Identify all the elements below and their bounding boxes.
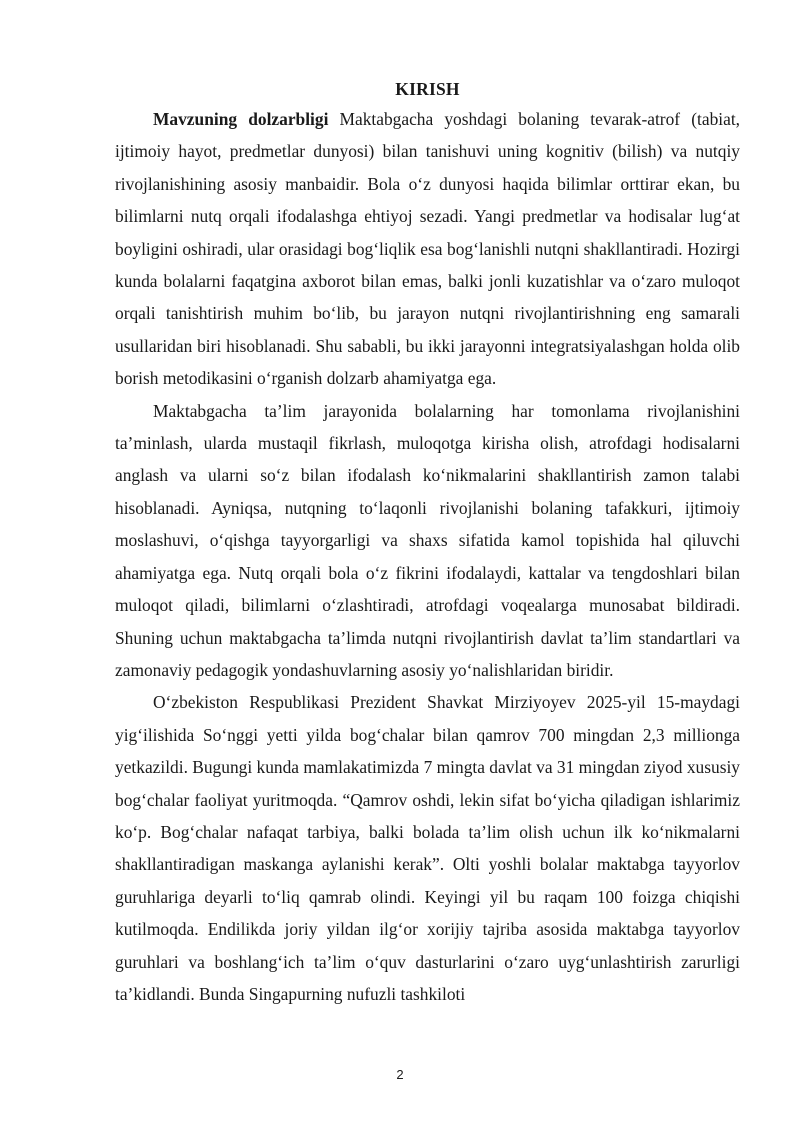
page-number: 2 (396, 1067, 404, 1082)
paragraph-lead: Mavzuning dolzarbligi (153, 109, 329, 129)
paragraph-text: Maktabgacha taʼlim jarayonida bolalarning har tomonlama rivojlanishini taʼminlash, ularda mustaqil fikrlash, muloqotga kirisha olish, atrofdagi hodisalarni anglash va ularni soʻz bilan ifodalash koʻnikmalarini shakllantirish zamon talabi hisoblanadi. Ayniqsa, nutqning toʻlaqonli rivojlanishi bolaning tafakkuri, ijtimoiy moslashuvi, oʻqishga tayyorgarligi va shaxs sifatida kamol topishida hal qiluvchi ahamiyatga ega. Nutq orqali bola oʻz fikrini ifodalaydi, kattalar va tengdoshlari bilan muloqot qiladi, bilimlarni oʻzlashtiradi, atrofdagi voqealarga munosabat bildiradi. Shuning uchun maktabgacha taʼlimda nutqni rivojlantirish davlat taʼlim standartlari va zamonaviy pedagogik yondashuvlarning asosiy yoʻnalishlaridan biridir. (115, 400, 740, 680)
paragraph-relevance (115, 103, 740, 395)
paragraph-preschool-education (115, 395, 740, 687)
paragraph-presidential-meeting (115, 686, 740, 1010)
page-content (115, 74, 740, 1010)
section-title: KIRISH (395, 79, 460, 99)
paragraph-text: Oʻzbekiston Respublikasi Prezident Shavkat Mirziyoyev 2025-yil 15-maydagi yigʻilishida Soʻnggi yetti yilda bogʻchalar bilan qamrov 700 mingdan 2,3 millionga yetkazildi. Bugungi kunda mamlakatimizda 7 mingta davlat va 31 mingdan ziyod xususiy bogʻchalar faoliyat yuritmoqda. “Qamrov oshdi, lekin sifat boʻyicha qiladigan ishlarimiz koʻp. Bogʻchalar nafaqat tarbiya, balki bolada taʼlim olish uchun ilk koʻnikmalarni shakllantiradigan maskanga aylanishi kerak”. Olti yoshli bolalar maktabga tayyorlov guruhlariga deyarli toʻliq qamrab olindi. Keyingi yil bu raqam 100 foizga chiqishi kutilmoqda. Endilikda joriy yildan ilgʻor xorijiy tajriba asosida maktabga tayyorlov guruhlari va boshlangʻich taʼlim oʻquv dasturlarini oʻzaro uygʻunlashtirish zarurligi taʼkidlandi. Bunda Singapurning nufuzli tashkiloti (115, 692, 740, 1004)
paragraph-text: Maktabgacha yoshdagi bolaning tevarak-atrof (tabiat, ijtimoiy hayot, predmetlar dunyosi) bilan tanishuvi uning kognitiv (bilish) va nutqiy rivojlanishining asosiy manbaidir. Bola oʻz dunyosi haqida bilimlar orttirar ekan, bu bilimlarni nutq orqali ifodalashga ehtiyoj sezadi. Yangi predmetlar va hodisalar lugʻat boyligini oshiradi, ular orasidagi bogʻliqlik esa bogʻlanishli nutqni shakllantiradi. Hozirgi kunda bolalarni faqatgina axborot bilan emas, balki jonli kuzatishlar va oʻzaro muloqot orqali tanishtirish muhim boʻlib, bu jarayon nutqni rivojlantirishning eng samarali usullaridan biri hisoblanadi. Shu sababli, bu ikki jarayonni integratsiyalashgan holda olib borish metodikasini oʻrganish dolzarb ahamiyatga ega. (115, 109, 740, 389)
